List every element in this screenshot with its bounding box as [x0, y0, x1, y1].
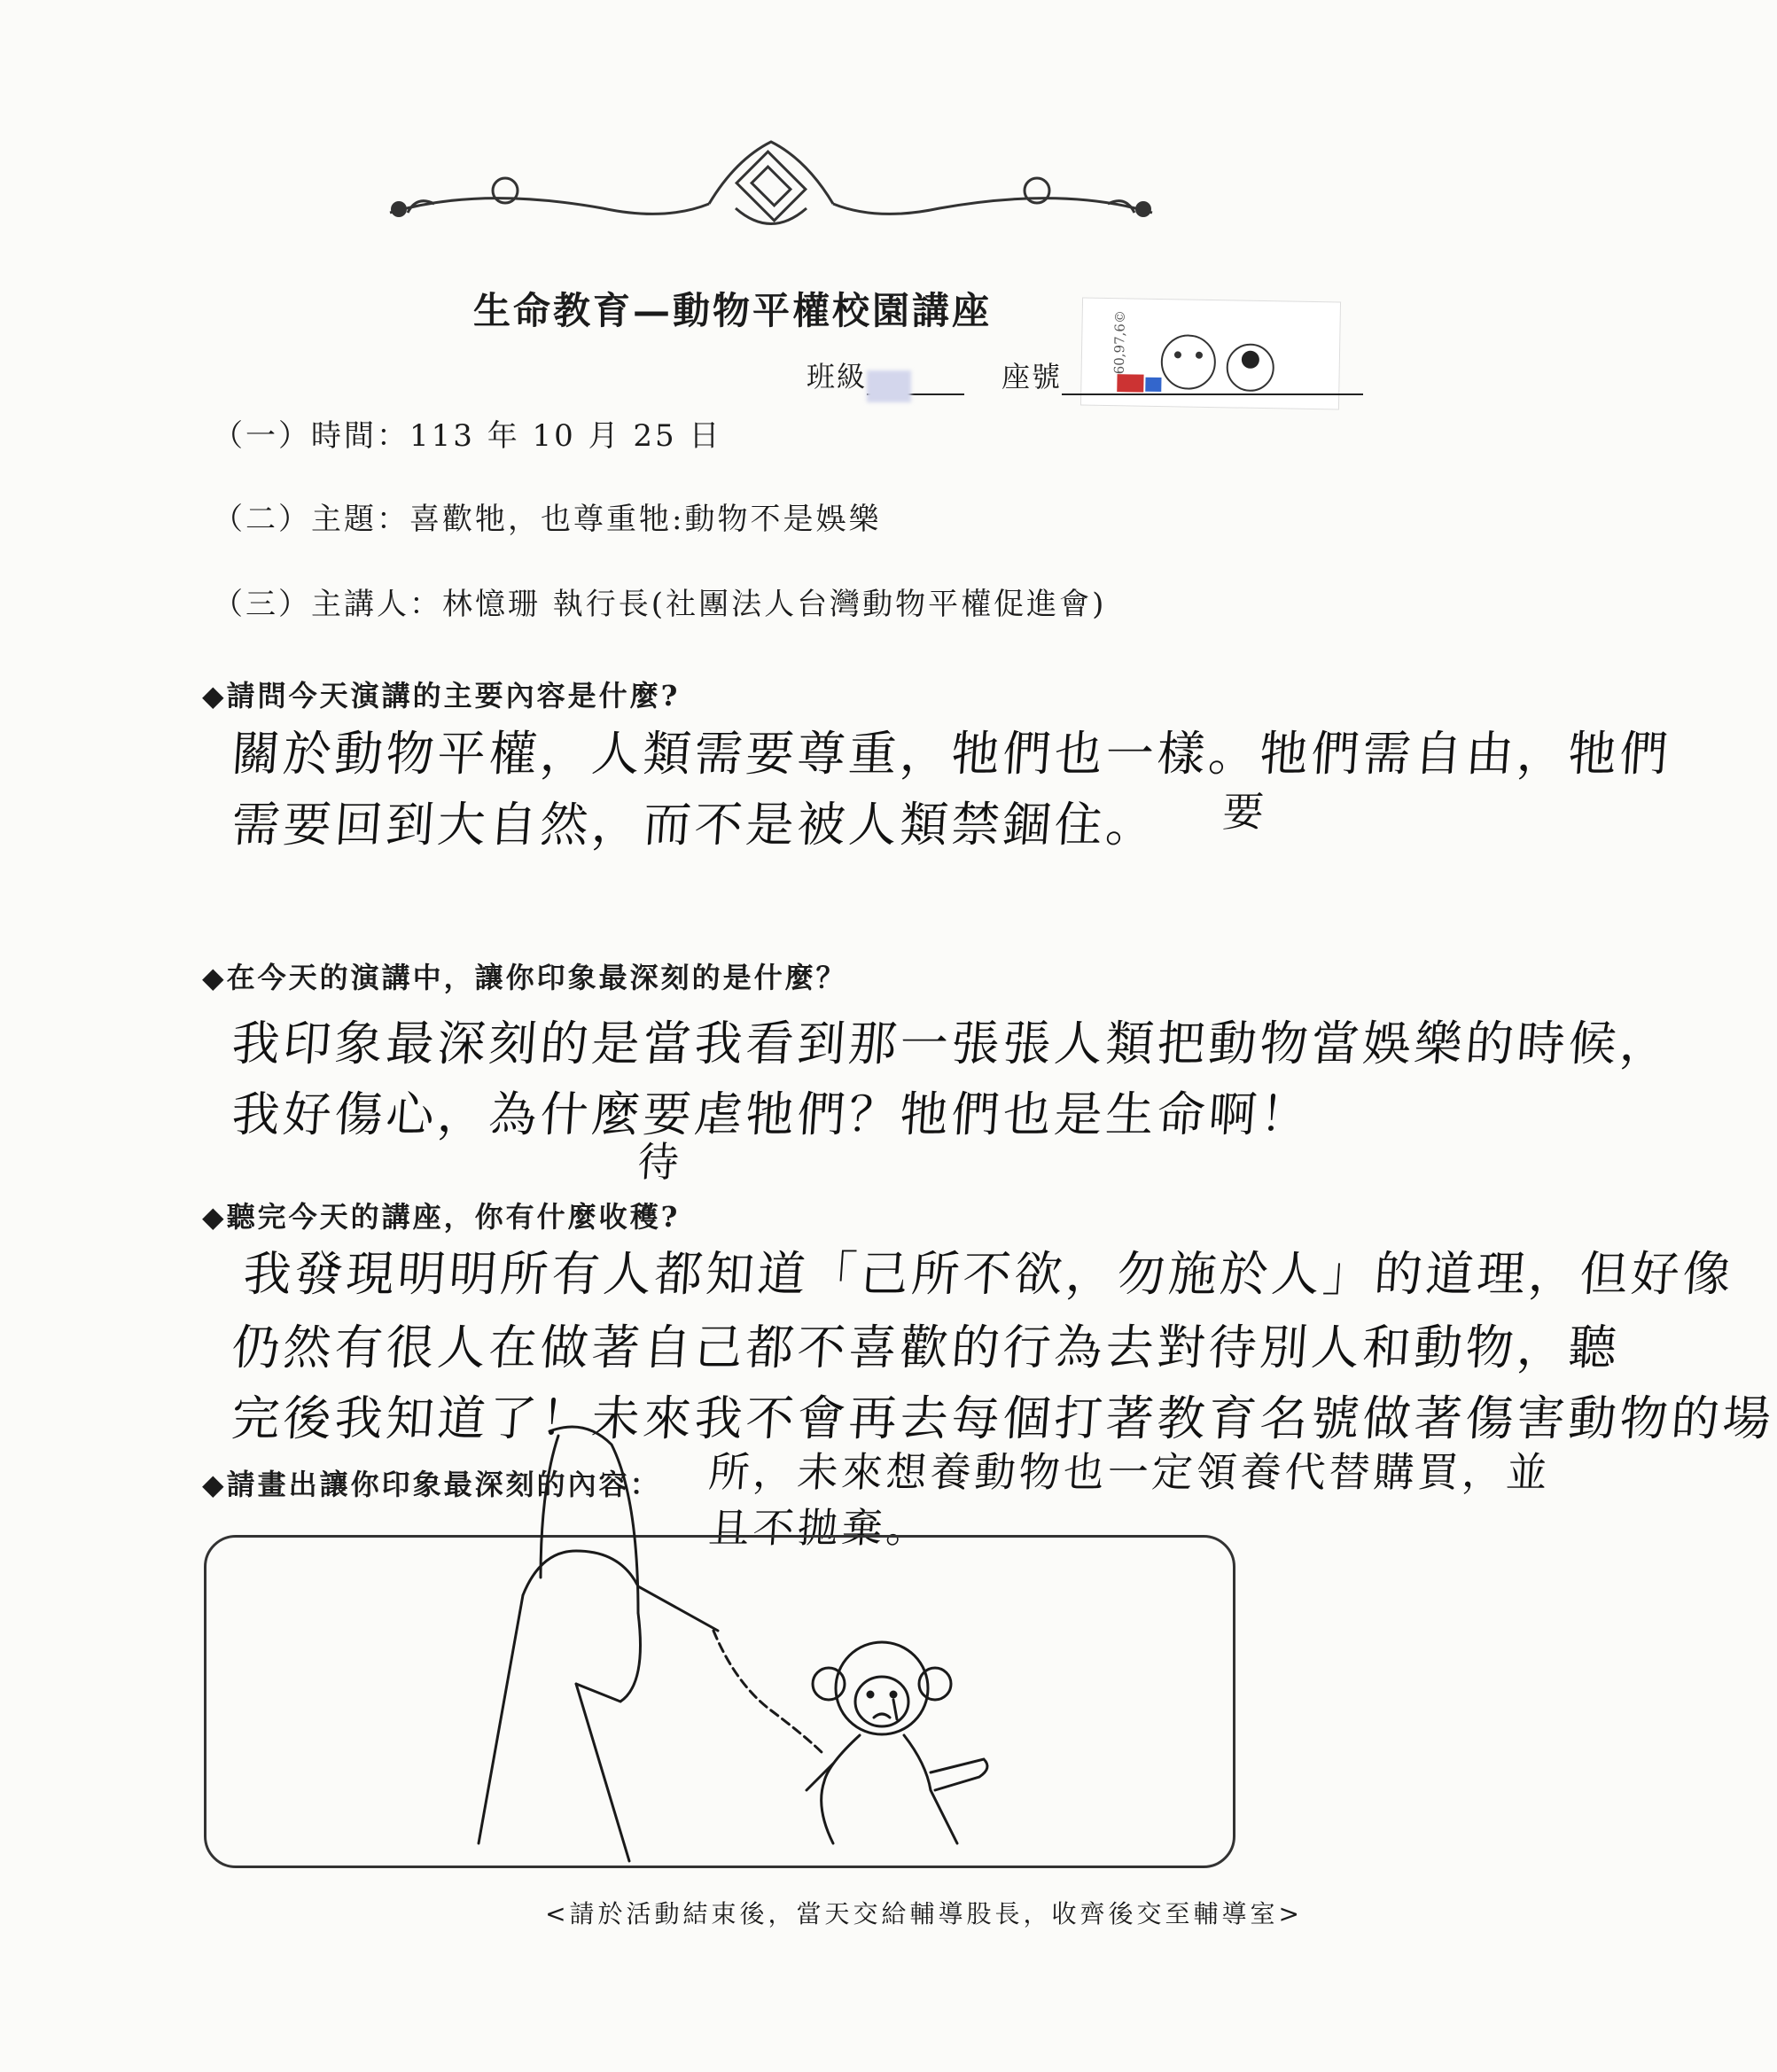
- seat-label: 座號: [1002, 360, 1063, 393]
- footer-note: <請於活動結束後，當天交給輔導股長，收齊後交至輔導室>: [545, 1899, 1303, 1928]
- question-1: ◆請問今天演講的主要內容是什麼?: [202, 679, 681, 713]
- student-drawing: [204, 1347, 1232, 1879]
- person-body: [523, 1551, 718, 1631]
- answer-2-line-2: 我好傷心，為什麼要虐牠們？牠們也是生命啊！: [230, 1087, 1313, 1142]
- answer-2-insert: 待: [635, 1138, 684, 1186]
- question-4: ◆請畫出讓你印象最深刻的內容：: [202, 1468, 661, 1501]
- redacted-class: [867, 370, 911, 402]
- answer-3-line-1: 我發現明明所有人都知道「己所不欲，勿施於人」的道理，但好像: [241, 1246, 1736, 1302]
- answer-3-line-4: 所，未來想養動物也一定領養代替購買，並: [706, 1448, 1553, 1496]
- info-speaker: （三）主講人：林憶珊 執行長(社團法人台灣動物平權促進會): [213, 587, 1107, 622]
- answer-2-line-1: 我印象最深刻的是當我看到那一張張人類把動物當娛樂的時候，: [230, 1016, 1673, 1071]
- answer-1-line-2: 需要回到大自然，而不是被人類禁錮住。: [230, 797, 1159, 853]
- info-time: （一）時間：113 年 10 月 25 日: [213, 418, 722, 454]
- answer-3-line-2: 仍然有很人在做著自己都不喜歡的行為去對待別人和動物，聽: [230, 1320, 1622, 1375]
- answer-1-line-1: 關於動物平權，人類需要尊重，牠們也一樣。牠們需自由，牠們: [230, 726, 1673, 782]
- question-3: ◆聽完今天的講座，你有什麼收穫?: [202, 1200, 681, 1234]
- answer-1-insert: 要: [1220, 788, 1269, 836]
- info-theme: （二）主題：喜歡牠，也尊重牠:動物不是娛樂: [213, 502, 882, 537]
- class-field: [807, 354, 964, 395]
- sticker-text: 60,97,6©: [1111, 309, 1128, 375]
- class-label: 班級: [807, 360, 868, 393]
- question-2: ◆在今天的演講中，讓你印象最深刻的是什麼？: [202, 961, 847, 994]
- document-title: 生命教育—動物平權校園講座: [472, 289, 992, 332]
- decorative-ornament: [372, 124, 1170, 248]
- leash: [713, 1631, 824, 1755]
- monkey-head: [836, 1642, 928, 1734]
- answer-3-line-5: 且不拋棄。: [706, 1504, 932, 1552]
- answer-3-line-3: 完後我知道了！未來我不會再去每個打著教育名號做著傷害動物的場: [230, 1390, 1776, 1446]
- seat-field: [1002, 354, 1363, 395]
- person-hair: [541, 1427, 638, 1613]
